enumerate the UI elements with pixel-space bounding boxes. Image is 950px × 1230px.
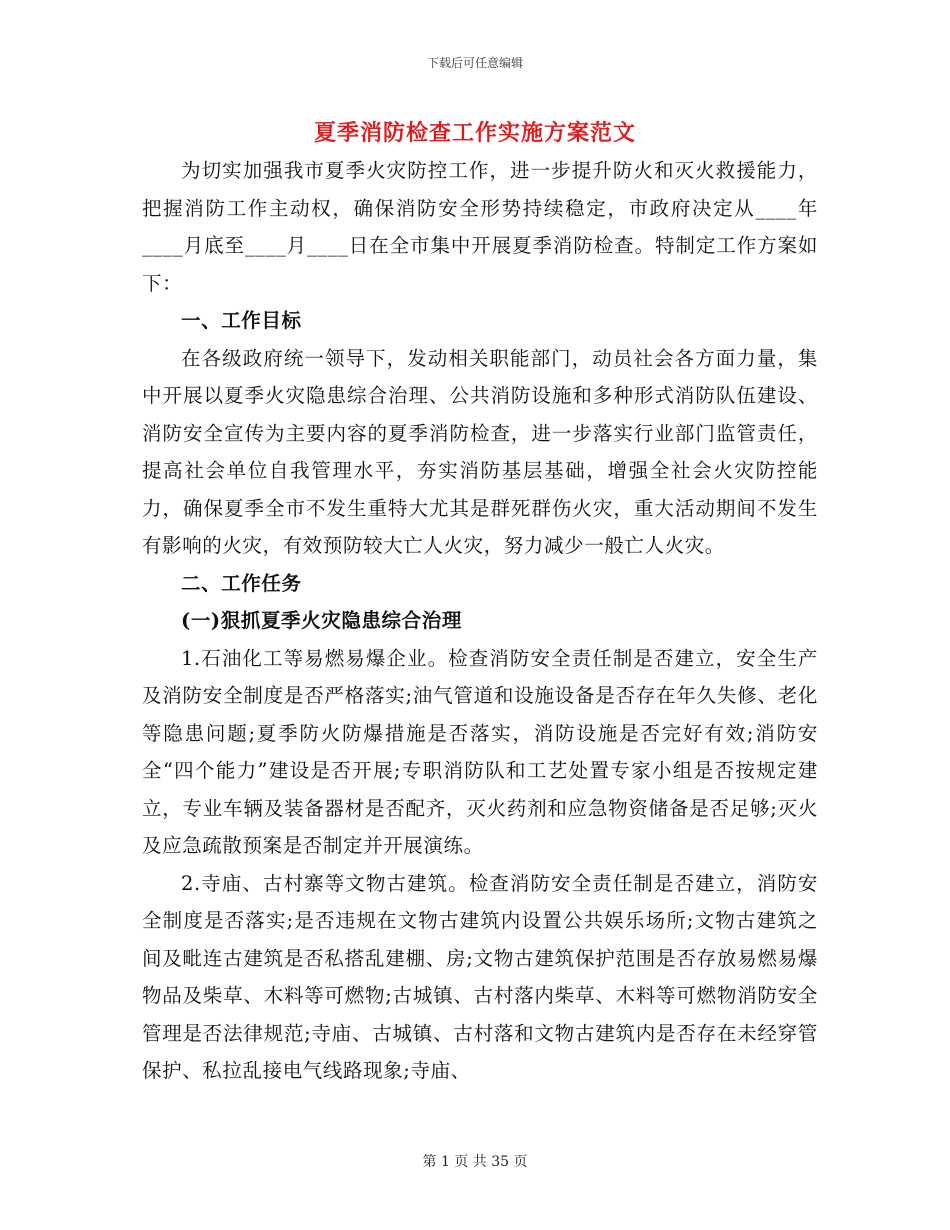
section-heading-goals: 一、工作目标	[181, 309, 302, 332]
intro-paragraph: 为切实加强我市夏季火灾防控工作，进一步提升防火和灭火救援能力，把握消防工作主动权，确保消防安全形势持续稳定，市政府决定从____年____月底至____月____日在全市集中开展夏季消防检查。特制定工作方案如下：	[142, 159, 818, 295]
page-number: 第 1 页 共 35 页	[422, 1154, 528, 1170]
document-body	[142, 152, 818, 1090]
subsection-heading-hazard-control: (一)狠抓夏季火灾隐患综合治理	[181, 609, 462, 632]
goals-paragraph: 在各级政府统一领导下，发动相关职能部门，动员社会各方面力量，集中开展以夏季火灾隐患综合治理、公共消防设施和多种形式消防队伍建设、消防安全宣传为主要内容的夏季消防检查，进一步落实行业部门监管责任，提高社会单位自我管理水平，夯实消防基层基础，增强全社会火灾防控能力，确保夏季全市不发生重特大尤其是群死群伤火灾，重大活动期间不发生有影响的火灾，有效预防较大亡人火灾，努力减少一般亡人火灾。	[142, 346, 818, 557]
section-heading-tasks: 二、工作任务	[181, 571, 302, 595]
task-item-petrochemical: 1.石油化工等易燃易爆企业。检查消防安全责任制是否建立，安全生产及消防安全制度是否严格落实;油气管道和设施设备是否存在年久失修、老化等隐患问题;夏季防火防爆措施是否落实，消防设施是否完好有效;消防安全“四个能力”建设是否开展;专职消防队和工艺处置专家小组是否按规定建立，专业车辆及装备器材是否配齐，灭火药剂和应急物资储备是否足够;灭火及应急疏散预案是否制定并开展演练。	[142, 646, 818, 857]
page-header-note: 下载后可任意编辑	[426, 56, 523, 70]
task-item-heritage-buildings: 2.寺庙、古村寨等文物古建筑。检查消防安全责任制是否建立，消防安全制度是否落实;是否违规在文物古建筑内设置公共娱乐场所;文物古建筑之间及毗连古建筑是否私搭乱建棚、房;文物古建筑保护范围是否存放易燃易爆物品及柴草、木料等可燃物;古城镇、古村落内柴草、木料等可燃物消防安全管理是否法律规范;寺庙、古城镇、古村落和文物古建筑内是否存在未经穿管保护、私拉乱接电气线路现象;寺庙、	[142, 871, 818, 1082]
document-title: 夏季消防检查工作实施方案范文	[313, 120, 636, 146]
